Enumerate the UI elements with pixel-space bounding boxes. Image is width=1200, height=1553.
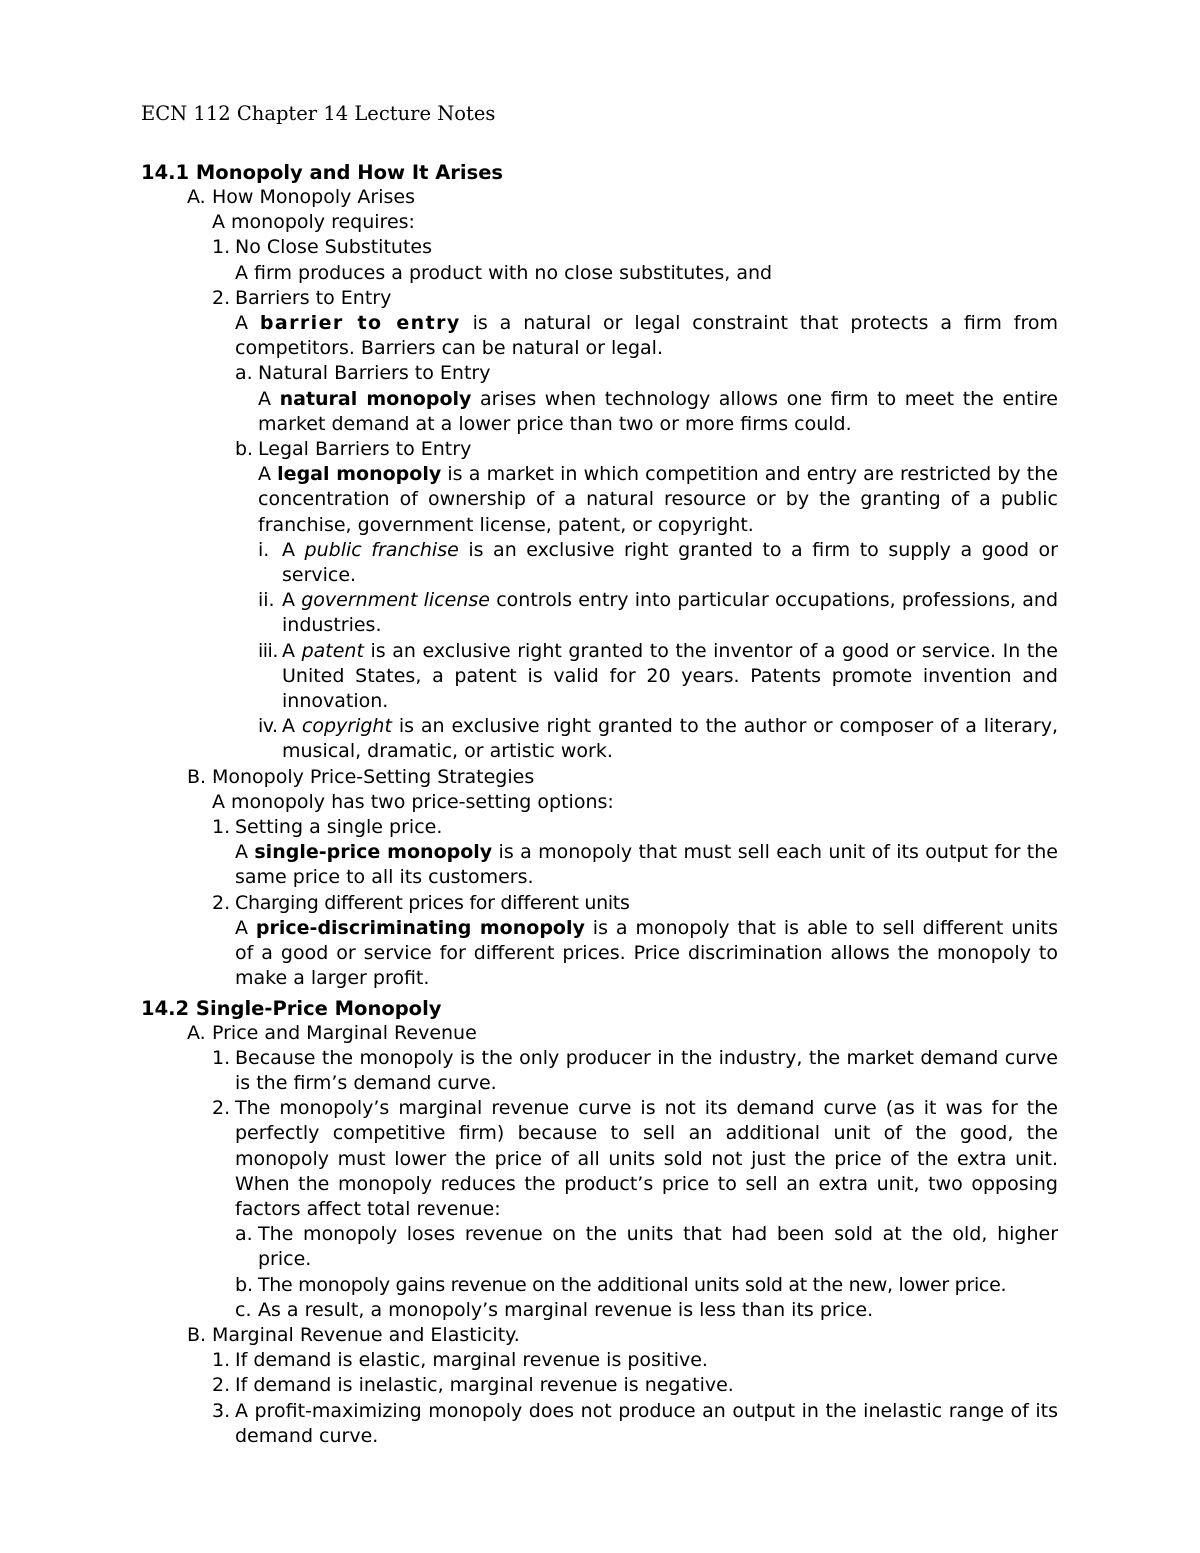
outline-label: 2. (212, 1097, 231, 1120)
outline-label: a. (235, 362, 253, 385)
section-heading-14-2: 14.2 Single-Price Monopoly (141, 996, 442, 1020)
outline-text: The monopoly gains revenue on the additional units sold at the new, lower price. (258, 1273, 1007, 1296)
outline-text: A government license controls entry into particular occupations, professions, and industries. (282, 589, 1059, 637)
definition-paragraph: A price-discriminating monopoly is a monopoly that is able to sell different units of a good or service for different prices. Price discrimination allows the monopoly to make a larger profit. (235, 916, 1058, 990)
outline-text: Because the monopoly is the only producer in the industry, the market demand curve is the firm’s demand curve. (235, 1046, 1058, 1094)
definition-paragraph: A single-price monopoly is a monopoly that must sell each unit of its output for the same price to all its customers. (235, 841, 1058, 889)
outline-item-14-1-a-2 (141, 286, 1058, 362)
outline-intro: A monopoly requires: (212, 211, 415, 234)
outline-label: B. (187, 765, 207, 788)
outline-item-14-2-b-1 (141, 1348, 1058, 1373)
outline-text: A firm produces a product with no close substitutes, and (235, 261, 773, 284)
outline-title: Monopoly Price-Setting Strategies (212, 765, 535, 788)
outline-text: A profit-maximizing monopoly does not produce an output in the inelastic range of its demand curve. (235, 1399, 1058, 1447)
outline-label: ii. (258, 589, 275, 612)
outline-label: A. (187, 186, 206, 208)
outline-label: 3. (212, 1399, 231, 1422)
key-term: single-price monopoly (254, 841, 493, 864)
outline-intro: A monopoly has two price-setting options: (212, 790, 614, 813)
key-term: barrier to entry (259, 312, 461, 335)
outline-label: 1. (212, 1349, 231, 1372)
outline-item-14-2-a-2-c (141, 1298, 1058, 1323)
outline-item-14-2-b (141, 1323, 1058, 1348)
outline-title: Setting a single price. (235, 816, 443, 839)
outline-title: Barriers to Entry (235, 286, 392, 309)
outline-label: i. (258, 538, 270, 561)
outline-item-14-2-a-2-b (141, 1273, 1058, 1298)
key-term: legal monopoly (277, 463, 442, 486)
outline-title: How Monopoly Arises (212, 186, 415, 208)
document-body (141, 160, 1058, 1449)
key-term: government license (301, 589, 490, 612)
definition-paragraph: A natural monopoly arises when technology allows one firm to meet the entire market demand at a lower price than two or more firms could. (258, 387, 1058, 435)
outline-label: iv. (258, 715, 278, 738)
outline-label: 1. (212, 236, 231, 259)
outline-label: b. (235, 438, 254, 461)
outline-item-legal-barriers (141, 437, 1058, 538)
outline-title: No Close Substitutes (235, 236, 432, 259)
outline-text: The monopoly’s marginal revenue curve is not its demand curve (as it was for the perfectly competitive firm) because to sell an additional unit of the good, the monopoly must lower the price of all units sold not just the price of the extra unit. When the monopoly reduces the product’s price to sell an extra unit, two opposing factors affect total revenue: (235, 1097, 1058, 1220)
key-term: copyright (301, 715, 392, 738)
outline-text: If demand is elastic, marginal revenue is positive. (235, 1349, 708, 1372)
outline-item-14-2-b-2 (141, 1373, 1058, 1398)
outline-title: Marginal Revenue and Elasticity. (212, 1323, 520, 1346)
outline-text: A copyright is an exclusive right granted to the author or composer of a literary, musical, dramatic, or artistic work. (282, 715, 1058, 763)
outline-item-14-1-b (141, 765, 1058, 790)
outline-label: iii. (258, 639, 278, 662)
outline-item-14-2-a-1 (141, 1046, 1058, 1096)
outline-text: If demand is inelastic, marginal revenue is negative. (235, 1374, 734, 1397)
outline-label: 2. (212, 1374, 231, 1397)
outline-text: A patent is an exclusive right granted to the inventor of a good or service. In the United States, a patent is valid for 20 years. Patents promote invention and innovation. (282, 639, 1058, 713)
outline-item-patent (141, 639, 1058, 715)
outline-title: Price and Marginal Revenue (212, 1021, 477, 1044)
key-term: price-discriminating monopoly (255, 916, 585, 939)
section-heading-14-1: 14.1 Monopoly and How It Arises (141, 161, 504, 184)
outline-item-14-1-a-1 (141, 235, 1058, 285)
outline-item-government-license (141, 588, 1058, 638)
outline-item-natural-barriers (141, 361, 1058, 437)
outline-item-14-2-a-2-a (141, 1222, 1058, 1272)
definition-paragraph: A barrier to entry is a natural or legal constraint that protects a firm from competitors. Barriers can be natural or legal. (235, 312, 1058, 360)
definition-paragraph: A legal monopoly is a market in which competition and entry are restricted by the concentration of ownership of a natural resource or by the granting of a public franchise, government license, patent, or copyright. (258, 463, 1058, 536)
document-title: ECN 112 Chapter 14 Lecture Notes (141, 102, 496, 125)
outline-label: c. (235, 1298, 252, 1321)
outline-title: Natural Barriers to Entry (258, 362, 491, 385)
outline-item-14-1-a (141, 185, 1058, 210)
key-term: patent (301, 639, 364, 662)
outline-item-14-2-a-2 (141, 1096, 1058, 1222)
outline-item-public-franchise (141, 538, 1058, 588)
outline-label: b. (235, 1273, 254, 1296)
outline-text: The monopoly loses revenue on the units that had been sold at the old, higher price. (258, 1223, 1058, 1271)
outline-label: 1. (212, 1046, 231, 1069)
outline-item-14-2-b-3 (141, 1399, 1058, 1449)
outline-title: Charging different prices for different units (235, 891, 630, 914)
outline-title: Legal Barriers to Entry (258, 438, 472, 461)
outline-item-single-price (141, 815, 1058, 891)
outline-text: A public franchise is an exclusive right granted to a firm to supply a good or service. (282, 538, 1058, 587)
outline-label: B. (187, 1323, 207, 1346)
key-term: natural monopoly (279, 387, 472, 410)
outline-item-price-discrimination (141, 891, 1058, 992)
outline-item-14-2-a (141, 1021, 1058, 1046)
outline-label: A. (187, 1021, 206, 1044)
outline-label: 2. (212, 891, 231, 914)
outline-label: 1. (212, 816, 231, 839)
outline-item-copyright (141, 714, 1058, 764)
outline-label: 2. (212, 286, 231, 309)
outline-text: As a result, a monopoly’s marginal revenue is less than its price. (258, 1298, 874, 1321)
key-term: public franchise (304, 538, 459, 561)
outline-label: a. (235, 1223, 253, 1246)
